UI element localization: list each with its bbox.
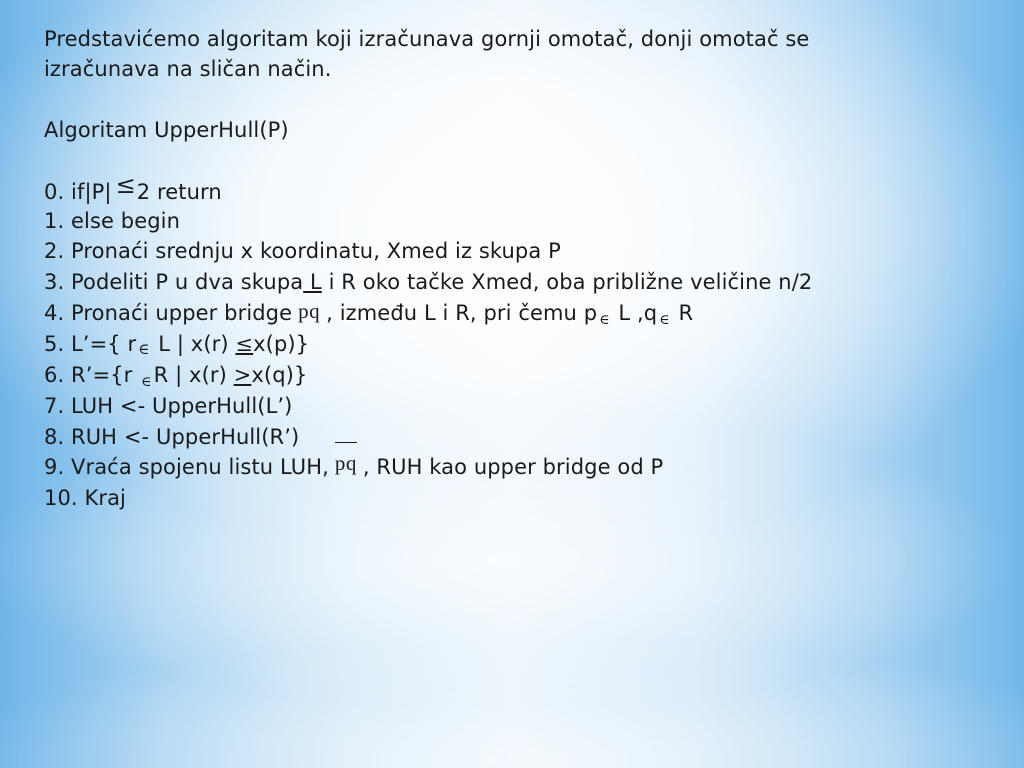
step-5-text-b: L | x(r) — [151, 332, 236, 356]
element-of-symbol: ∈ — [659, 312, 670, 328]
step-0-text-a: 0. if|P| — [44, 180, 112, 204]
leq-symbol: ≤ — [115, 171, 136, 199]
intro-line-1: Predstavićemo algoritam koji izračunava gornji omotač, donji omotač se — [44, 27, 810, 51]
step-8: 8. RUH <- UpperHull(R’) — [44, 425, 300, 449]
algorithm-title: Algoritam UpperHull(P) — [44, 118, 289, 142]
step-0 — [44, 171, 222, 207]
step-4-text-c: L ,q — [611, 301, 658, 325]
step-10: 10. Kraj — [44, 486, 126, 510]
element-of-symbol: ∈ — [138, 340, 150, 358]
step-1: 1. else begin — [44, 209, 181, 233]
step-2: 2. Pronaći srednju x koordinatu, Xmed iz skupa P — [44, 239, 561, 263]
step-5-text-a: 5. L’={ r — [44, 332, 137, 356]
step-6-text-c: x(q)} — [251, 363, 308, 387]
step-5-text-c: x(p)} — [253, 332, 310, 356]
step-9 — [44, 452, 663, 482]
step-6-text-a: 6. R’={r — [44, 363, 140, 387]
step-4-text-a: 4. Pronaći upper bridge — [44, 301, 293, 325]
step-4 — [44, 298, 693, 331]
step-6-text-b: R | x(r) — [153, 363, 234, 387]
pq-text: pq — [334, 451, 357, 475]
step-5 — [44, 329, 309, 361]
step-4-text-d: R — [671, 301, 694, 325]
geq-symbol: > — [233, 363, 252, 387]
step-3-underlined-l: L — [303, 270, 322, 294]
step-3-text-a: 3. Podeliti P u dva skupa — [44, 270, 304, 294]
step-9-text-b: , RUH kao upper bridge od P — [362, 455, 664, 479]
pq-math: pq — [298, 299, 321, 323]
step-7: 7. LUH <- UpperHull(L’) — [44, 394, 293, 418]
intro-line-2: izračunava na sličan način. — [44, 57, 332, 81]
step-9-text-a: 9. Vraća spojenu listu LUH, — [44, 455, 329, 479]
step-3 — [44, 267, 812, 297]
overline-bar — [335, 442, 357, 443]
element-of-symbol: ∈ — [599, 312, 610, 328]
step-0-text-b: 2 return — [136, 180, 222, 204]
step-3-text-b: i R oko tačke Xmed, oba približne veličine n/2 — [321, 270, 813, 294]
step-6 — [44, 360, 307, 393]
leq-symbol: ≤ — [235, 332, 254, 356]
element-of-symbol: ∈ — [141, 374, 152, 390]
pq-overline-math — [335, 452, 357, 482]
step-4-text-b: , između L i R, pri čemu p — [326, 301, 598, 325]
